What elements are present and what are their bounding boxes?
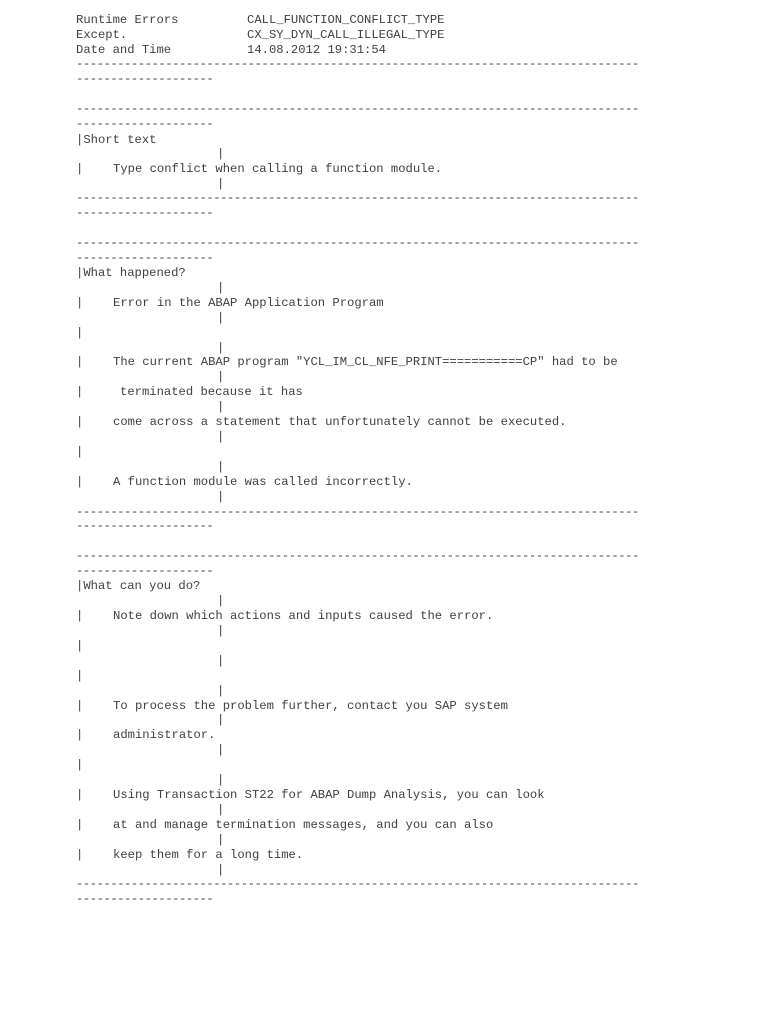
column-pipe: |	[217, 370, 225, 384]
what-can-you-do-line: Using Transaction ST22 for ABAP Dump Analysis, you can look	[113, 788, 545, 802]
column-pipe: |	[217, 863, 225, 877]
column-pipe: |	[217, 713, 225, 727]
separator-rule-continuation: --------------------	[76, 519, 214, 533]
section-title-short-text: |Short text	[76, 133, 157, 147]
row-pipe: |	[76, 758, 84, 772]
row-pipe: |	[76, 355, 84, 369]
column-pipe: |	[217, 803, 225, 817]
section-title-what-happened: |What happened?	[76, 266, 186, 280]
separator-rule: ----------------------------------------------------------------------------------	[76, 191, 639, 205]
what-happened-line: The current ABAP program "YCL_IM_CL_NFE_PRINT===========CP" had to be	[113, 355, 618, 369]
what-can-you-do-line: administrator.	[113, 728, 216, 742]
datetime-label: Date and Time	[76, 43, 172, 57]
what-happened-line: A function module was called incorrectly.	[113, 475, 413, 489]
column-pipe: |	[217, 147, 225, 161]
what-happened-line: terminated because it has	[120, 385, 303, 399]
separator-rule-continuation: --------------------	[76, 564, 214, 578]
separator-rule: ----------------------------------------------------------------------------------	[76, 102, 639, 116]
column-pipe: |	[217, 311, 225, 325]
column-pipe: |	[217, 490, 225, 504]
column-pipe: |	[217, 460, 225, 474]
column-pipe: |	[217, 400, 225, 414]
column-pipe: |	[217, 281, 225, 295]
separator-rule: ----------------------------------------------------------------------------------	[76, 236, 639, 250]
row-pipe: |	[76, 699, 84, 713]
row-pipe: |	[76, 728, 84, 742]
column-pipe: |	[217, 624, 225, 638]
column-pipe: |	[217, 654, 225, 668]
row-pipe: |	[76, 788, 84, 802]
column-pipe: |	[217, 430, 225, 444]
separator-rule-continuation: --------------------	[76, 892, 214, 906]
what-can-you-do-line: keep them for a long time.	[113, 848, 304, 862]
row-pipe: |	[76, 475, 84, 489]
row-pipe: |	[76, 445, 84, 459]
runtime-errors-label: Runtime Errors	[76, 13, 179, 27]
column-pipe: |	[217, 833, 225, 847]
datetime-value: 14.08.2012 19:31:54	[247, 43, 386, 57]
separator-rule-continuation: --------------------	[76, 117, 214, 131]
row-pipe: |	[76, 848, 84, 862]
row-pipe: |	[76, 818, 84, 832]
row-pipe: |	[76, 415, 84, 429]
column-pipe: |	[217, 341, 225, 355]
column-pipe: |	[217, 743, 225, 757]
separator-rule: ----------------------------------------------------------------------------------	[76, 549, 639, 563]
row-pipe: |	[76, 296, 84, 310]
except-label: Except.	[76, 28, 128, 42]
column-pipe: |	[217, 177, 225, 191]
what-can-you-do-line: at and manage termination messages, and you can also	[113, 818, 494, 832]
column-pipe: |	[217, 594, 225, 608]
short-text-line: Type conflict when calling a function module.	[113, 162, 443, 176]
what-happened-line: Error in the ABAP Application Program	[113, 296, 384, 310]
row-pipe: |	[76, 669, 84, 683]
what-happened-line: come across a statement that unfortunately cannot be executed.	[113, 415, 567, 429]
except-value: CX_SY_DYN_CALL_ILLEGAL_TYPE	[247, 28, 445, 42]
column-pipe: |	[217, 773, 225, 787]
separator-rule-continuation: --------------------	[76, 206, 214, 220]
row-pipe: |	[76, 639, 84, 653]
separator-rule-continuation: --------------------	[76, 251, 214, 265]
separator-rule: ----------------------------------------------------------------------------------	[76, 57, 639, 71]
section-title-what-can-you-do: |What can you do?	[76, 579, 201, 593]
row-pipe: |	[76, 609, 84, 623]
what-can-you-do-line: To process the problem further, contact you SAP system	[113, 699, 508, 713]
separator-rule: ----------------------------------------------------------------------------------	[76, 505, 639, 519]
runtime-errors-value: CALL_FUNCTION_CONFLICT_TYPE	[247, 13, 445, 27]
separator-rule-continuation: --------------------	[76, 72, 214, 86]
separator-rule: ----------------------------------------------------------------------------------	[76, 877, 639, 891]
what-can-you-do-line: Note down which actions and inputs caused the error.	[113, 609, 494, 623]
row-pipe: |	[76, 162, 84, 176]
column-pipe: |	[217, 684, 225, 698]
row-pipe: |	[76, 326, 84, 340]
row-pipe: |	[76, 385, 84, 399]
